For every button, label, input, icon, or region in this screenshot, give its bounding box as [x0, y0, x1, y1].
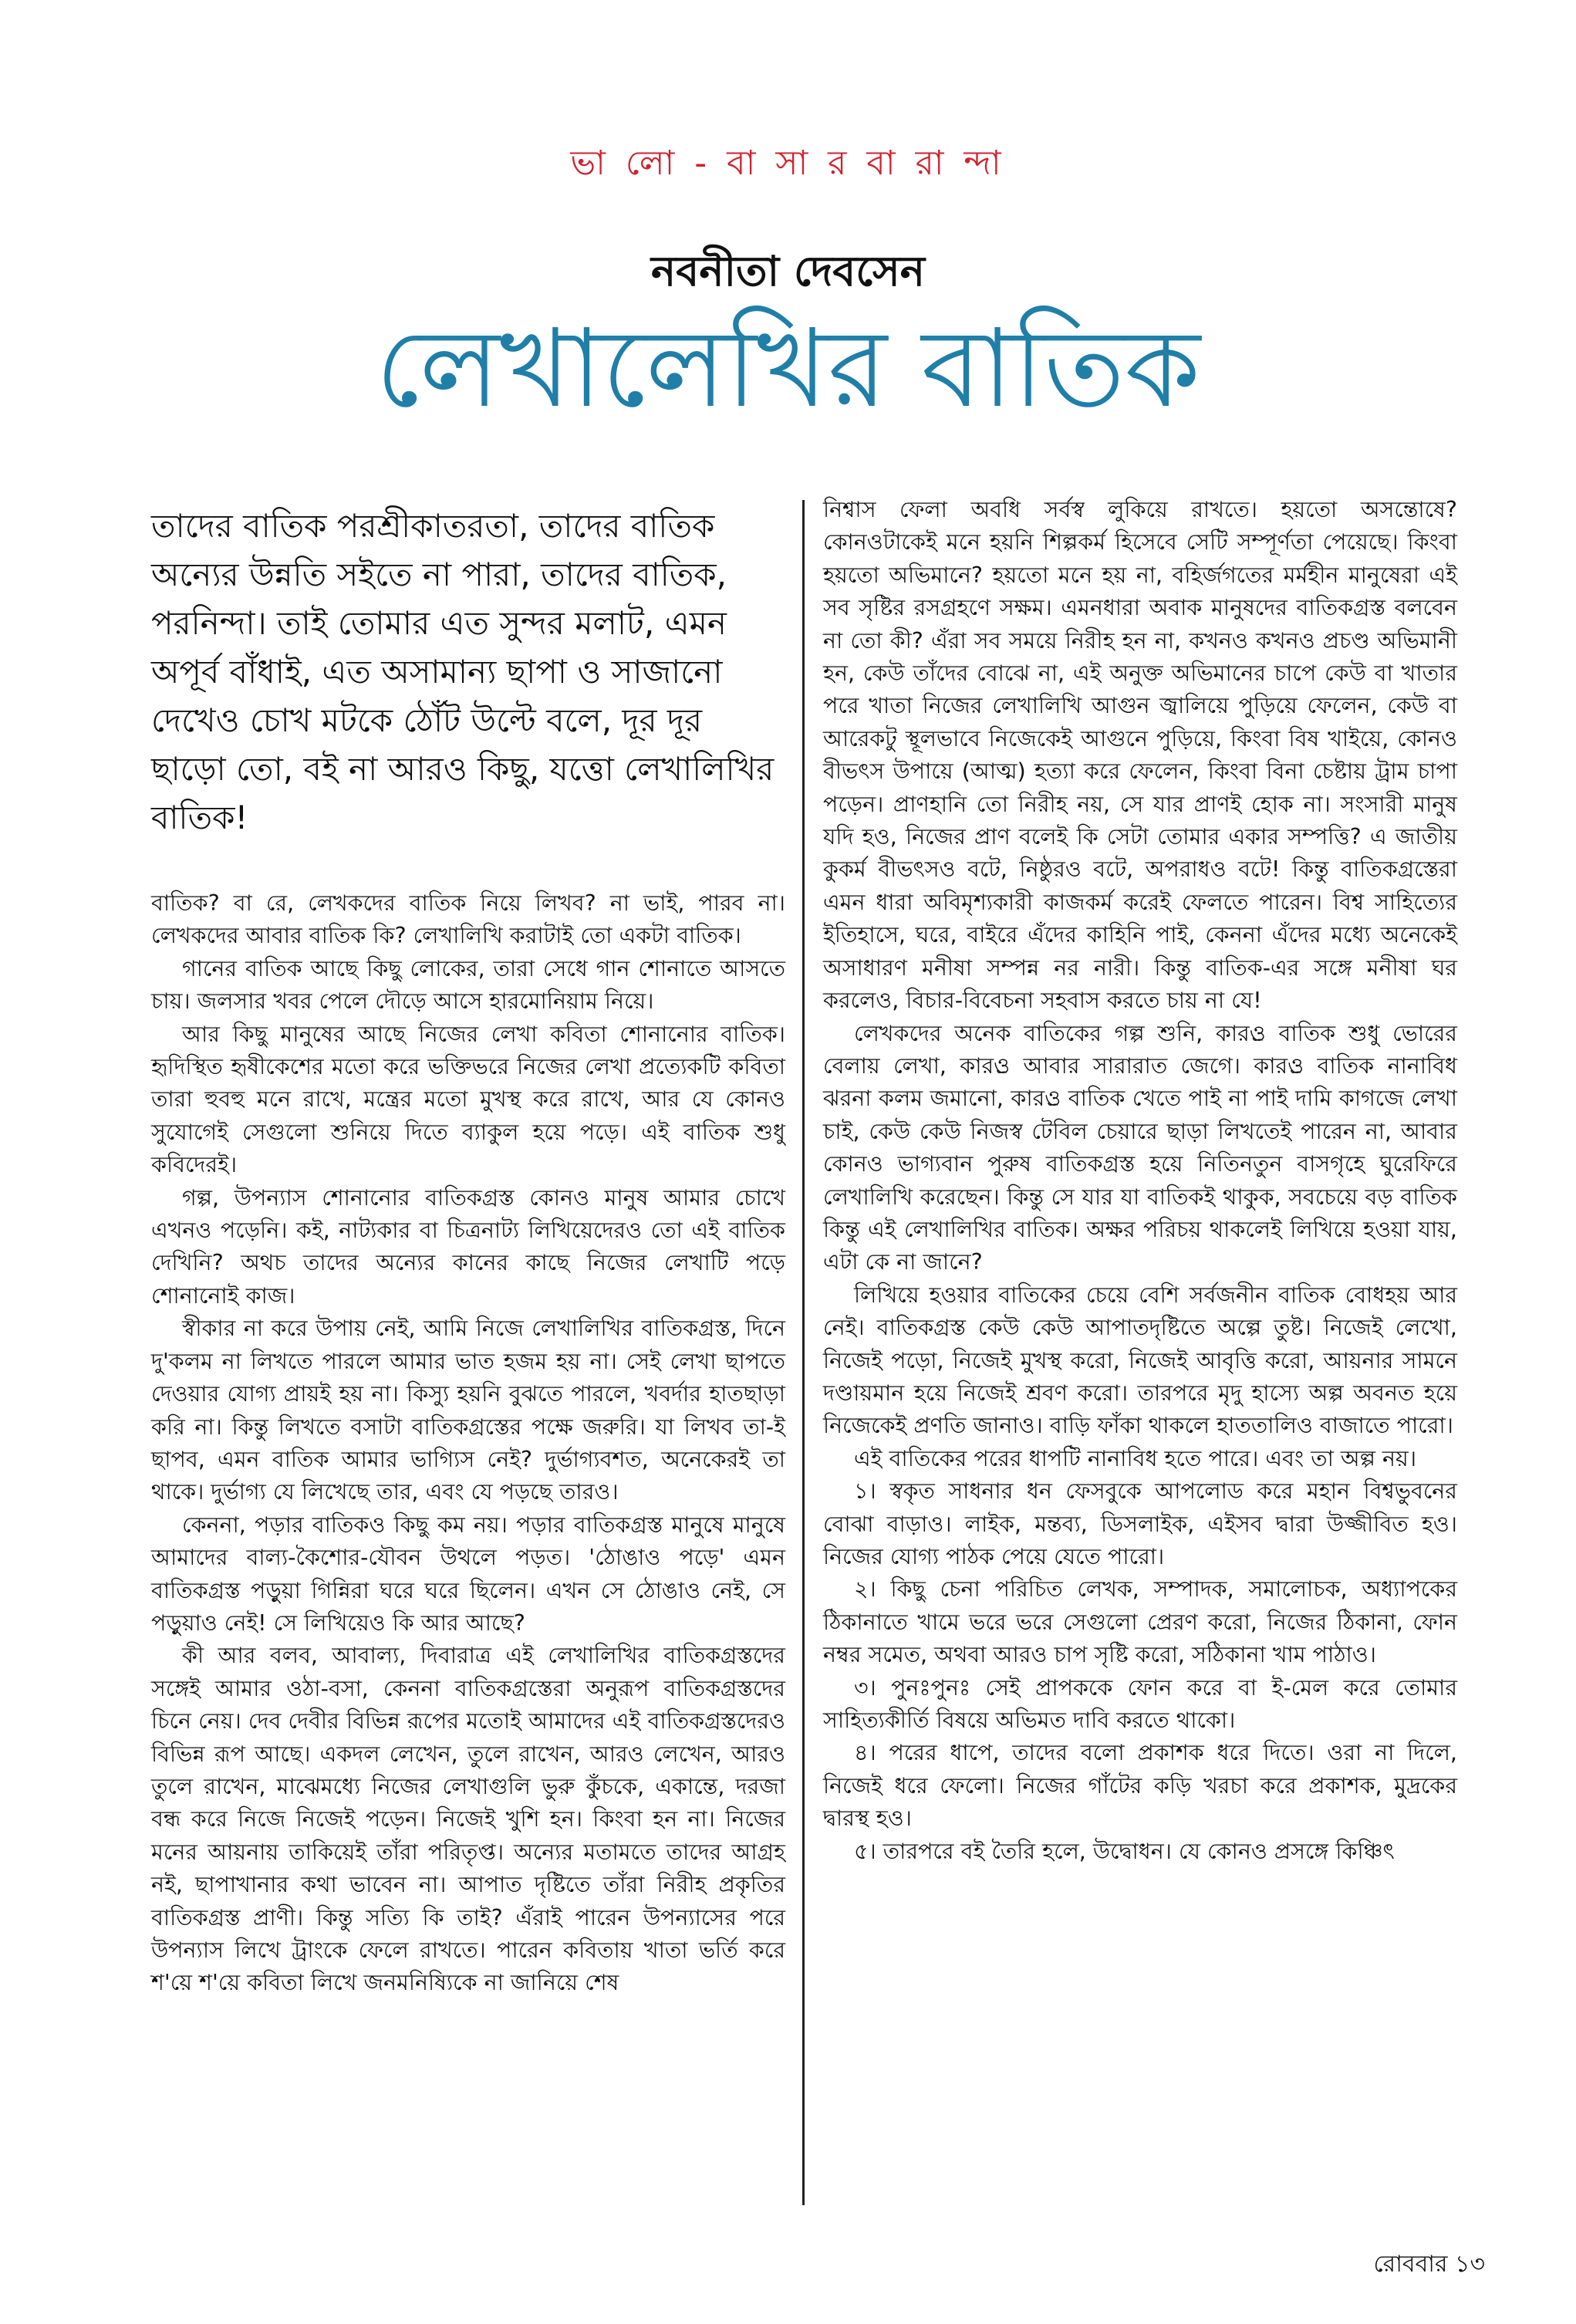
paragraph: লিখিয়ে হওয়ার বাতিকের চেয়ে বেশি সর্বজনীন বাতিক বোধহয় আর নেই। বাতিকগ্রস্ত কেউ কেউ আপাতদৃষ্টিতে অল্পে তুষ্ট। নিজেই লেখো, নিজেই পড়ো, নিজেই মুখস্থ করো, নিজেই আবৃত্তি করো, আয়নার সামনে দণ্ডায়মান হয়ে নিজেই শ্রবণ করো। তারপরে মৃদু হাস্যে অল্প অবনত হয়ে নিজেকেই প্রণতি জানাও। বাড়ি ফাঁকা থাকলে হাততালিও বাজাতে পারো। [823, 1282, 1457, 1439]
paragraph: আর কিছু মানুষের আছে নিজের লেখা কবিতা শোনানোর বাতিক। হৃদিস্থিত হৃষীকেশের মতো করে ভক্তিভরে নিজের লেখা প্রত্যেকটি কবিতা তারা হুবহু মনে রাখে, মন্ত্রের মতো মুখস্থ করে রাখে, আর যে কোনও সুযোগেই সেগুলো শুনিয়ে দিতে ব্যাকুল হয়ে পড়ে। এই বাতিক শুধু কবিদেরই। [151, 1021, 785, 1178]
column-divider [802, 500, 805, 2205]
paragraph: কী আর বলব, আবাল্য, দিবারাত্র এই লেখালিখির বাতিকগ্রস্তদের সঙ্গেই আমার ওঠা-বসা, কেননা বাতিকগ্রস্তেরা অনুরূপ বাতিকগ্রস্তদের চিনে নেয়। দেব দেবীর বিভিন্ন রূপের মতোই আমাদের এই বাতিকগ্রস্তদেরও বিভিন্ন রূপ আছে। একদল লেখেন, তুলে রাখেন, আরও লেখেন, আরও তুলে রাখেন, মাঝেমধ্যে নিজের লেখাগুলি ভুরু কুঁচকে, একান্তে, দরজা বন্ধ করে নিজে নিজেই পড়েন। নিজেই খুশি হন। কিংবা হন না। নিজের মনের আয়নায় তাকিয়েই তাঁরা পরিতৃপ্ত। অন্যের মতামতে তাদের আগ্রহ নই, ছাপাখানার কথা ভাবেন না। আপাত দৃষ্টিতে তাঁরা নিরীহ প্রকৃতির বাতিকগ্রস্ত প্রাণী। কিন্তু সত্যি কি তাই? এঁরাই পারেন উপন্যাসের পরে উপন্যাস লিখে ট্রাংকে ফেলে রাখতে। পারেন কবিতায় খাতা ভর্তি করে শ'য়ে শ'য়ে কবিতা লিখে জনমনিষ্যিকে না জানিয়ে শেষ [151, 1643, 785, 1996]
paragraph: স্বীকার না করে উপায় নেই, আমি নিজে লেখালিখির বাতিকগ্রস্ত, দিনে দু'কলম না লিখতে পারলে আমার ভাত হজম হয় না। সেই লেখা ছাপতে দেওয়ার যোগ্য প্রায়ই হয় না। কিস্যু হয়নি বুঝতে পারলে, খবর্দার হাতছাড়া করি না। কিন্তু লিখতে বসাটা বাতিকগ্রস্তের পক্ষে জরুরি। যা লিখব তা-ই ছাপব, এমন বাতিক আমার ভাগ্যিস নেই? দুর্ভাগ্যবশত, অনেকেরই তা থাকে। দুর্ভাগ্য যে লিখেছে তার, এবং যে পড়ছে তারও। [151, 1316, 785, 1505]
author-name: নবনীতা দেবসেন [651, 247, 925, 296]
paragraph: ৫। তারপরে বই তৈরি হলে, উদ্বোধন। যে কোনও প্রসঙ্গে কিঞ্চিৎ [854, 1838, 1395, 1864]
page-footer: রোববার ১৩ [1373, 2251, 1485, 2278]
paragraph: ১। স্বকৃত সাধনার ধন ফেসবুকে আপলোড করে মহান বিশ্বভুবনের বোঝা বাড়াও। লাইক, মন্তব্য, ডিসলাইক, এইসব দ্বারা উজ্জীবিত হও। নিজের যোগ্য পাঠক পেয়ে যেতে পারো। [823, 1478, 1457, 1569]
paragraph: বাতিক? বা রে, লেখকদের বাতিক নিয়ে লিখব? না ভাই, পারব না। লেখকদের আবার বাতিক কি? লেখালিখি করাটাই তো একটা বাতিক। [151, 890, 785, 949]
paragraph: নিশ্বাস ফেলা অবধি সর্বস্ব লুকিয়ে রাখতে। হয়তো অসন্তোষে? কোনওটাকেই মনে হয়নি শিল্পকর্ম হিসেবে সেটি সম্পূর্ণতা পেয়েছে। কিংবা হয়তো অভিমানে? হয়তো মনে হয় না, বহির্জগতের মর্মহীন মানুষেরা এই সব সৃষ্টির রসগ্রহণে সক্ষম। এমনধারা অবাক মানুষদের বাতিকগ্রস্ত বলবেন না তো কী? এঁরা সব সময়ে নিরীহ হন না, কখনও কখনও প্রচণ্ড অভিমানী হন, কেউ তাঁদের বোঝে না, এই অনুক্ত অভিমানের চাপে কেউ বা খাতার পরে খাতা নিজের লেখালিখি আগুন জ্বালিয়ে পুড়িয়ে ফেলেন, কেউ বা আরেকটু স্থূলভাবে নিজেকেই আগুনে পুড়িয়ে, কিংবা বিষ খাইয়ে, কোনও বীভৎস উপায়ে (আত্ম) হত্যা করে ফেলেন, কিংবা বিনা চেষ্টায় ট্রাম চাপা পড়েন। প্রাণহানি তো নিরীহ নয়, সে যার প্রাণই হোক না। সংসারী মানুষ যদি হও, নিজের প্রাণ বলেই কি সেটা তোমার একার সম্পত্তি? এ জাতীয় কুকর্ম বীভৎসও বটে, নিষ্ঠুরও বটে, অপরাধও বটে! কিন্তু বাতিকগ্রস্তেরা এমন ধারা অবিমৃশ্যকারী কাজকর্ম করেই ফেলতে পারেন। বিশ্ব সাহিত্যের ইতিহাসে, ঘরে, বাইরে এঁদের কাহিনি পাই, কেননা এঁদের মধ্যে অনেকেই অসাধারণ মনীষা সম্পন্ন নর নারী। কিন্তু বাতিক-এর সঙ্গে মনীষা ঘর করলেও, বিচার-বিবেচনা সহবাস করতে চায় না যে! [823, 497, 1457, 1014]
section-header: ভা লো - বা সা র বা রা ন্দা [570, 144, 1006, 183]
pull-quote: তাদের বাতিক পরশ্রীকাতরতা, তাদের বাতিক অন্যের উন্নতি সইতে না পারা, তাদের বাতিক, পরনিন্দা। তাই তোমার এত সুন্দর মলাট, এমন অপূর্ব বাঁধাই, এত অসামান্য ছাপা ও সাজানো দেখেও চোখ মটকে ঠোঁট উল্টে বলে, দূর দূর ছাড়ো তো, বই না আরও কিছু, যত্তো লেখালিখির বাতিক! [151, 507, 775, 836]
paragraph: কেননা, পড়ার বাতিকও কিছু কম নয়। পড়ার বাতিকগ্রস্ত মানুষে মানুষে আমাদের বাল্য-কৈশোর-যৌবন উথলে পড়ত। 'ঠোঙাও পড়ে' এমন বাতিকগ্রস্ত পড়ুয়া গিন্নিরা ঘরে ঘরে ছিলেন। এখন সে ঠোঙাও নেই, সে পড়ুয়াও নেই! সে লিখিয়েও কি আর আছে? [151, 1512, 785, 1636]
paragraph: ২। কিছু চেনা পরিচিত লেখক, সম্পাদক, সমালোচক, অধ্যাপকের ঠিকানাতে খামে ভরে ভরে সেগুলো প্রেরণ করো, নিজের ঠিকানা, ফোন নম্বর সমেত, অথবা আরও চাপ সৃষ্টি করো, সঠিকানা খাম পাঠাও। [823, 1576, 1457, 1668]
right-column [823, 494, 1457, 1868]
paragraph: ৩। পুনঃপুনঃ সেই প্রাপককে ফোন করে বা ই-মেল করে তোমার সাহিত্যকীর্তি বিষয়ে অভিমত দাবি করতে থাকো। [823, 1674, 1457, 1734]
paragraph: গল্প, উপন্যাস শোনানোর বাতিকগ্রস্ত কোনও মানুষ আমার চোখে এখনও পড়েনি। কই, নাট্যকার বা চিত্রনাট্য লিখিয়েদেরও তো এই বাতিক দেখিনি? অথচ তাদের অন্যের কানের কাছে নিজের লেখাটি পড়ে শোনানোই কাজ। [151, 1184, 785, 1309]
paragraph: এই বাতিকের পরের ধাপটি নানাবিধ হতে পারে। এবং তা অল্প নয়। [854, 1445, 1417, 1471]
paragraph: ৪। পরের ধাপে, তাদের বলো প্রকাশক ধরে দিতে। ওরা না দিলে, নিজেই ধরে ফেলো। নিজের গাঁটের কড়ি খরচা করে প্রকাশক, মুদ্রকের দ্বারস্থ হও। [823, 1740, 1457, 1832]
left-column [151, 887, 785, 2000]
article-title: লেখালেখির বাতিক [375, 306, 1201, 432]
paragraph: লেখকদের অনেক বাতিকের গল্প শুনি, কারও্র বাতিক শুধু ভোরের বেলায় লেখা, কারও্র আবার সারারাত জেগে। কারও্র বাতিক নানাবিধ ঝরনা কলম জমানো, কারও্র বাতিক খেতে পাই না পাই দামি কাগজে লেখা চাই, কেউ কেউ নিজস্ব টেবিল চেয়ারে ছাড়া লিখতেই পারেন না, আবার কোনও ভাগ্যবান পুরুষ বাতিকগ্রস্ত হয়ে নিতিনতুন বাসগৃহে ঘুরেফিরে লেখালিখি করেছেন। কিন্তু সে যার যা বাতিকই থাকুক, সবচেয়ে বড় বাতিক কিন্তু এই লেখালিখির বাতিক। অক্ষর পরিচয় থাকলেই লিখিয়ে হওয়া যায়, এটা কে না জানে? [823, 1020, 1457, 1275]
paragraph: গানের বাতিক আছে কিছু লোকের, তারা সেধে গান শোনাতে আসতে চায়। জলসার খবর পেলে দৌড়ে আসে হারমোনিয়াম নিয়ে। [151, 955, 785, 1015]
